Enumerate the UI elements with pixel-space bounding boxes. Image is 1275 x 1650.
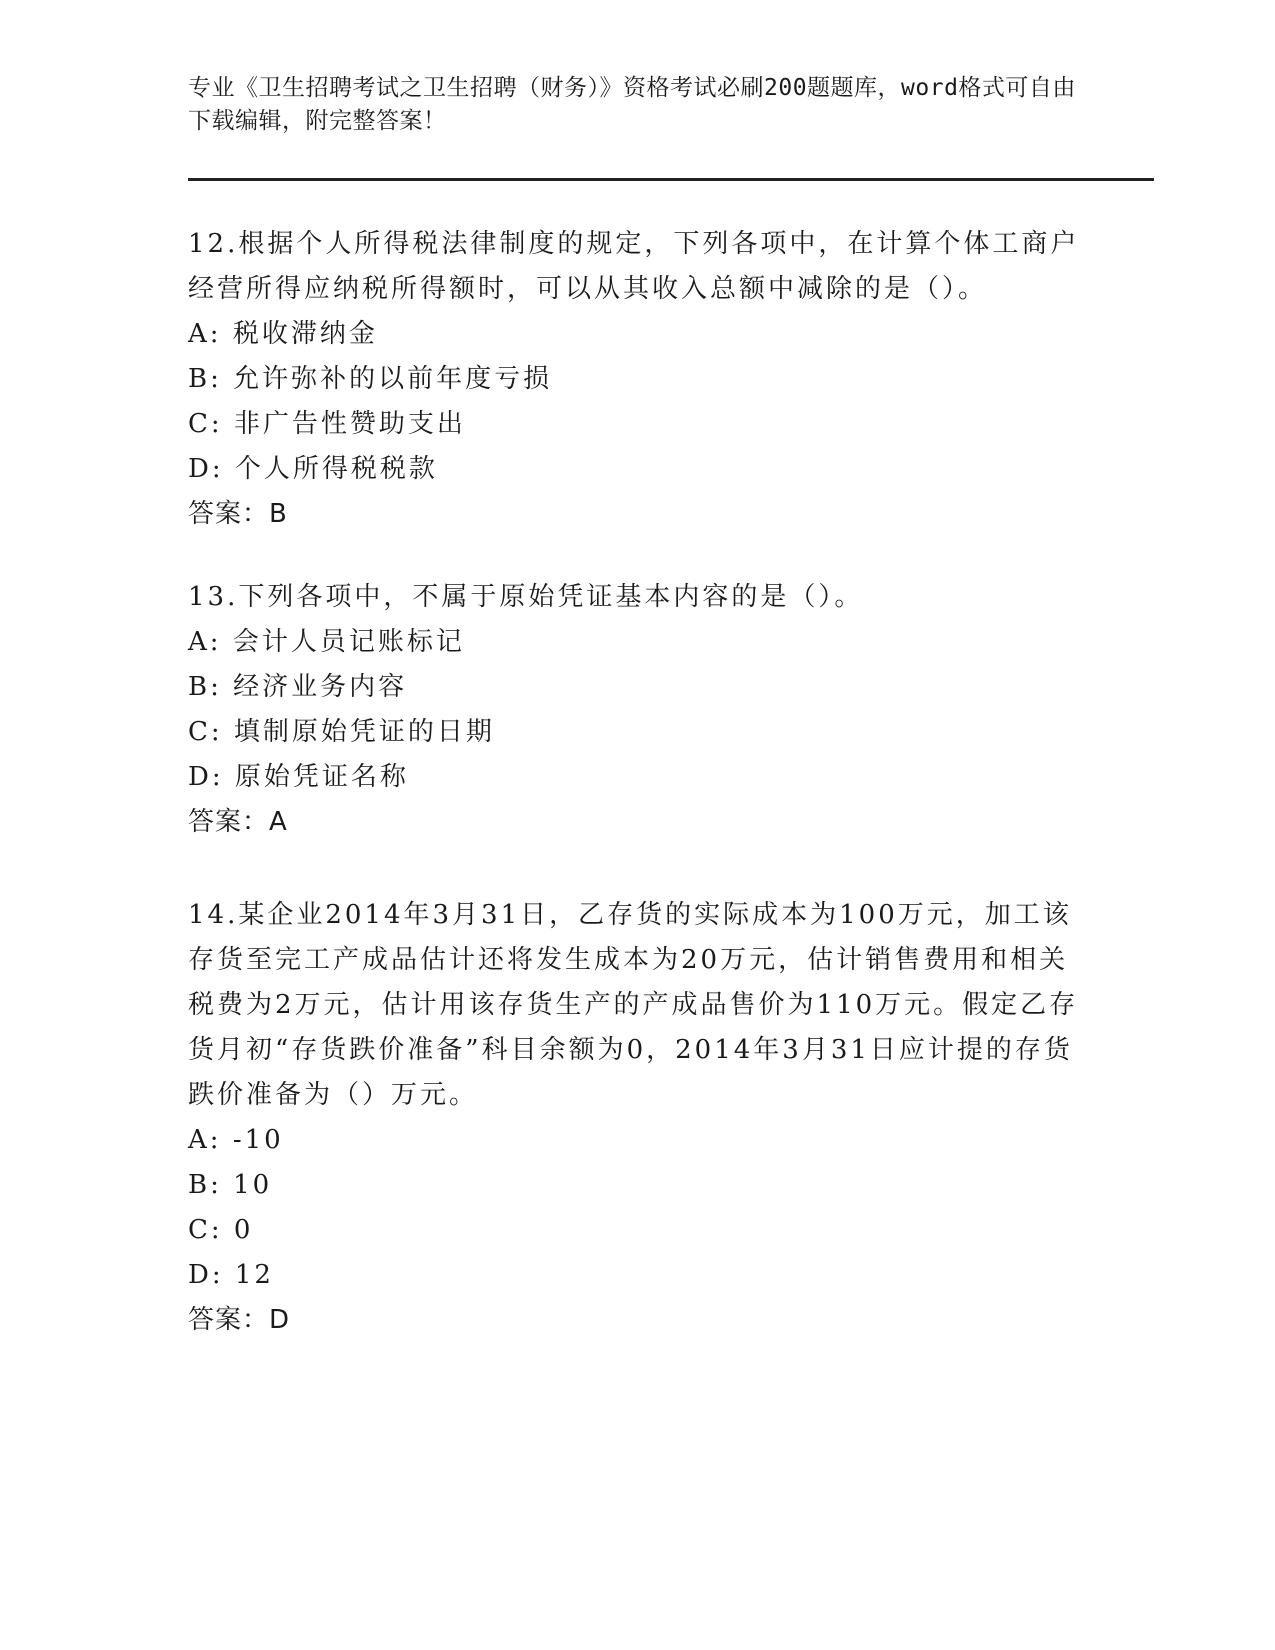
question-stem: 14.某企业2014年3月31日，乙存货的实际成本为100万元，加工该存货至完工产成品估计还将发生成本为20万元，估计销售费用和相关税费为2万元，估计用该存货生产的产成品售价为110万元。假定乙存货月初“存货跌价准备”科目余额为0，2014年3月31日应计提的存货跌价准备为（）万元。 — [188, 900, 1079, 1110]
option-key: B: — [188, 1170, 222, 1200]
option-c — [188, 1208, 1088, 1253]
answer: 答案：D — [188, 1305, 291, 1335]
option-d — [188, 755, 1088, 800]
option-key: D: — [188, 1260, 224, 1290]
option-text: 12 — [234, 1260, 274, 1290]
option-b — [188, 357, 1088, 402]
option-d — [188, 1253, 1088, 1298]
option-d — [188, 447, 1088, 492]
option-a — [188, 620, 1088, 665]
option-text: 填制原始凭证的日期 — [233, 717, 495, 747]
option-text: -10 — [232, 1125, 284, 1155]
option-text: 个人所得税税款 — [234, 454, 438, 484]
question-12 — [188, 222, 1088, 537]
option-key: A: — [188, 627, 222, 657]
option-text: 允许弥补的以前年度亏损 — [233, 364, 553, 394]
option-b — [188, 665, 1088, 710]
option-key: D: — [188, 762, 224, 792]
option-key: B: — [188, 672, 222, 702]
option-text: 税收滞纳金 — [232, 319, 378, 349]
document-header: 专业《卫生招聘考试之卫生招聘（财务）》资格考试必刷200题题库，word格式可自由下载编辑，附完整答案！ — [188, 75, 1076, 134]
option-text: 0 — [233, 1215, 254, 1245]
option-text: 经济业务内容 — [233, 672, 408, 702]
option-key: A: — [188, 1125, 222, 1155]
option-text: 非广告性赞助支出 — [233, 409, 466, 439]
option-a — [188, 312, 1088, 357]
option-key: D: — [188, 454, 224, 484]
option-key: C: — [188, 1215, 223, 1245]
question-13 — [188, 575, 1088, 845]
option-key: B: — [188, 364, 222, 394]
option-a — [188, 1118, 1088, 1163]
header-divider — [188, 178, 1154, 181]
answer: 答案：B — [188, 499, 288, 529]
option-key: C: — [188, 717, 223, 747]
answer: 答案：A — [188, 807, 288, 837]
option-text: 10 — [233, 1170, 273, 1200]
question-stem: 13.下列各项中，不属于原始凭证基本内容的是（）。 — [188, 582, 864, 612]
option-key: C: — [188, 409, 223, 439]
option-c — [188, 710, 1088, 755]
question-14 — [188, 893, 1088, 1343]
option-c — [188, 402, 1088, 447]
question-stem: 12.根据个人所得税法律制度的规定，下列各项中，在计算个体工商户经营所得应纳税所得额时，可以从其收入总额中减除的是（）。 — [188, 229, 1080, 304]
option-text: 会计人员记账标记 — [232, 627, 465, 657]
option-b — [188, 1163, 1088, 1208]
option-key: A: — [188, 319, 222, 349]
option-text: 原始凭证名称 — [234, 762, 409, 792]
